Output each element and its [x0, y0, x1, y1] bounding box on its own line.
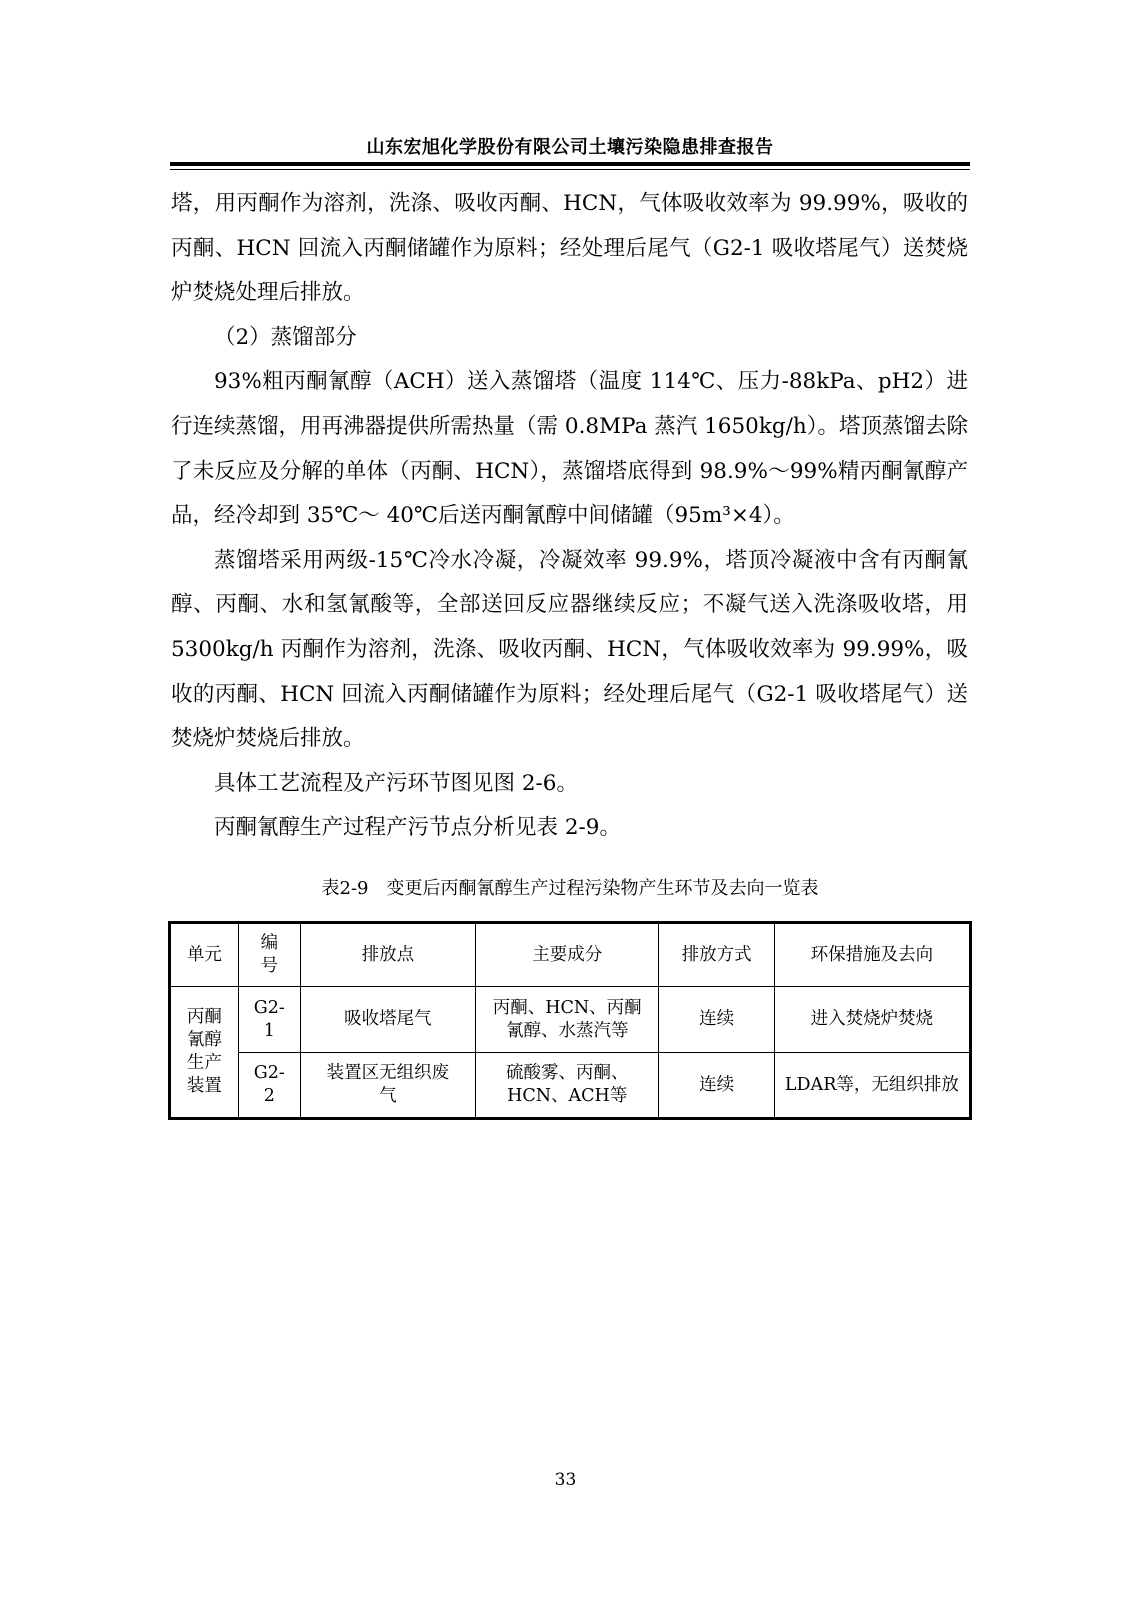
components-cell: 硫酸雾、丙酮、HCN、ACH等	[476, 1053, 659, 1119]
measures-cell: 进入焚烧炉焚烧	[774, 987, 970, 1053]
header-cell: 主要成分	[476, 923, 659, 987]
page-number: 33	[554, 1470, 577, 1490]
header-cell: 单元	[170, 923, 239, 987]
header-cell: 环保措施及去向	[774, 923, 970, 987]
table-row	[170, 1053, 971, 1119]
unit-cell: 丙酮氰醇生产装置	[170, 987, 239, 1119]
pollutant-table	[168, 921, 972, 1120]
id-cell: G2-2	[238, 1053, 300, 1119]
mode-cell: 连续	[659, 1053, 774, 1119]
point-cell: 装置区无组织废气	[300, 1053, 475, 1119]
paragraph: 具体工艺流程及产污环节图见图 2-6。	[214, 770, 578, 796]
measures-cell: LDAR等，无组织排放	[774, 1053, 970, 1119]
table-caption: 表2-9 变更后丙酮氰醇生产过程污染物产生环节及去向一览表	[321, 878, 819, 899]
header-cell: 排放方式	[659, 923, 774, 987]
section-heading: （2）蒸馏部分	[214, 324, 357, 350]
table-row	[170, 987, 971, 1053]
paragraph: 93%粗丙酮氰醇（ACH）送入蒸馏塔（温度 114℃、压力-88kPa、pH2）进行连续蒸馏，用再沸器提供所需热量（需 0.8MPa 蒸汽 1650kg/h）。塔顶蒸馏去除了未反应及分解的单体（丙酮、HCN），蒸馏塔底得到 98.9%～99%精丙酮氰醇产品，经冷却到 35℃～ 40℃后送丙酮氰醇中间储罐（95m³×4）。	[171, 369, 968, 529]
header-rule-thick	[170, 162, 970, 166]
table-header-row	[170, 923, 971, 987]
paragraph: 塔，用丙酮作为溶剂，洗涤、吸收丙酮、HCN，气体吸收效率为 99.99%，吸收的丙酮、HCN 回流入丙酮储罐作为原料；经处理后尾气（G2-1 吸收塔尾气）送焚烧炉焚烧处理后排放。	[171, 191, 968, 306]
paragraph: 丙酮氰醇生产过程产污节点分析见表 2-9。	[214, 815, 621, 841]
header-cell: 编号	[238, 923, 300, 987]
id-cell: G2-1	[238, 987, 300, 1053]
header-cell: 排放点	[300, 923, 475, 987]
mode-cell: 连续	[659, 987, 774, 1053]
components-cell: 丙酮、HCN、丙酮氰醇、水蒸汽等	[476, 987, 659, 1053]
header-rule-thin	[170, 169, 970, 170]
page-header-title: 山东宏旭化学股份有限公司土壤污染隐患排查报告	[366, 137, 774, 158]
point-cell: 吸收塔尾气	[300, 987, 475, 1053]
body-text	[171, 182, 968, 851]
paragraph: 蒸馏塔采用两级-15℃冷水冷凝，冷凝效率 99.9%，塔顶冷凝液中含有丙酮氰醇、丙酮、水和氢氰酸等，全部送回反应器继续反应；不凝气送入洗涤吸收塔，用 5300kg/h 丙酮作为溶剂，洗涤、吸收丙酮、HCN，气体吸收效率为 99.99%，吸收的丙酮、HCN 回流入丙酮储罐作为原料；经处理后尾气（G2-1 吸收塔尾气）送焚烧炉焚烧后排放。	[171, 547, 968, 752]
